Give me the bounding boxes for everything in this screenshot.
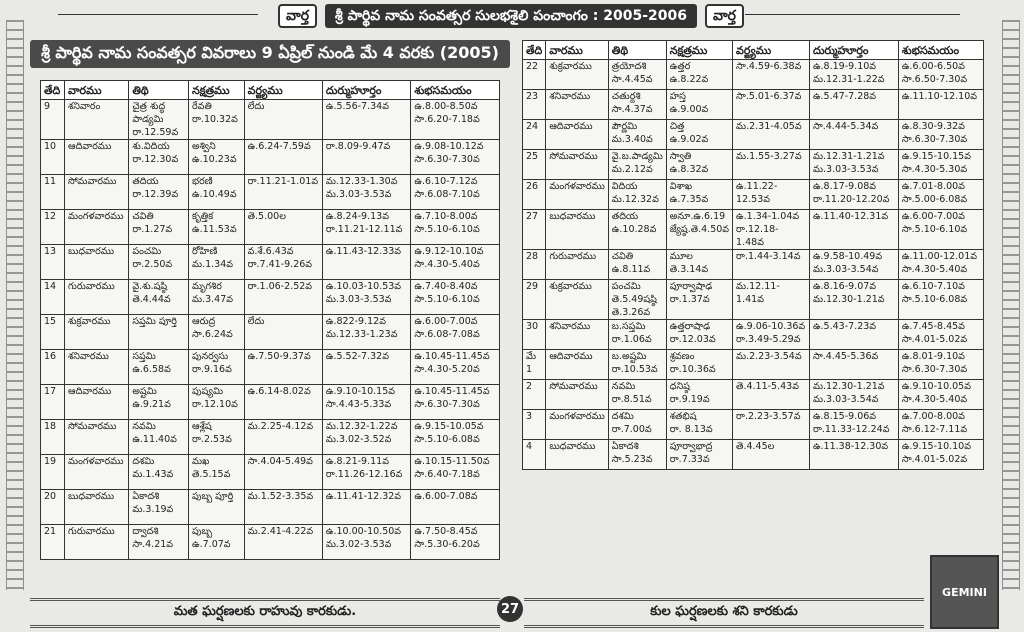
column-header: నక్షత్రము: [666, 41, 732, 60]
table-cell: పుబ్బ ఉ.7.07వ: [189, 525, 245, 560]
table-cell: సప్తమి పూర్తి: [129, 315, 189, 350]
table-cell: శతభిష రా. 8.13వ: [666, 410, 732, 440]
table-row: [41, 245, 500, 280]
table-cell: 22: [523, 60, 546, 90]
table-cell: ఉ.10.00-10.50వ మ.3.02-3.53వ: [322, 525, 411, 560]
table-cell: 3: [523, 410, 546, 440]
table-cell: ఉ.11.43-12.33వ: [322, 245, 411, 280]
table-cell: పుబ్బ పూర్తి: [189, 490, 245, 525]
table-cell: ఆదివారము: [65, 385, 129, 420]
gemini-advertisement: GEMINI: [930, 555, 999, 629]
table-cell: తదియ రా.12.39వ: [129, 175, 189, 210]
table-cell: మ.2.25-4.12వ: [244, 420, 322, 455]
table-cell: చతుర్దశి సా.4.37వ: [608, 90, 666, 120]
table-cell: ఆదివారము: [546, 350, 608, 380]
table-header-row: [523, 41, 984, 60]
table-cell: లేదు: [244, 315, 322, 350]
table-cell: రా.1.06-2.52వ: [244, 280, 322, 315]
table-cell: సా.4.04-5.49వ: [244, 455, 322, 490]
table-cell: ఉ.8.16-9.07వ మ.12.30-1.21వ: [809, 280, 898, 320]
table-cell: ఉ.8.30-9.32వ సా.6.30-7.30వ: [898, 120, 983, 150]
table-cell: 12: [41, 210, 65, 245]
table-cell: గురువారము: [65, 525, 129, 560]
table-cell: ఉ.8.21-9.11వ రా.11.26-12.16వ: [322, 455, 411, 490]
table-cell: ఉ.10.15-11.50వ సా.6.40-7.18వ: [411, 455, 500, 490]
table-cell: సా.4.44-5.34వ: [809, 120, 898, 150]
column-header: వారము: [546, 41, 608, 60]
table-cell: ఉ.6.10-7.10వ సా.5.10-6.08వ: [898, 280, 983, 320]
table-cell: ఆదివారము: [546, 120, 608, 150]
table-cell: ఉ.6.00-7.00వ సా.6.08-7.08వ: [411, 315, 500, 350]
footer-left-caption: మత ఘర్షణలకు రాహువు కారకుడు.: [30, 598, 500, 628]
table-cell: 28: [523, 250, 546, 280]
table-cell: 24: [523, 120, 546, 150]
table-cell: మ.1.55-3.27వ: [733, 150, 810, 180]
table-cell: ఉ.7.50-9.37వ: [244, 350, 322, 385]
table-cell: ఉ.9.06-10.36వ రా.3.49-5.29వ: [733, 320, 810, 350]
column-header: వారము: [65, 81, 129, 100]
table-cell: శుక్రవారము: [65, 315, 129, 350]
column-header: దుర్ముహూర్తం: [322, 81, 411, 100]
table-cell: లేదు: [244, 100, 322, 140]
right-panchang-table: [522, 40, 984, 470]
column-header: శుభసమయం: [411, 81, 500, 100]
table-cell: ఉ.6.24-7.59వ: [244, 140, 322, 175]
table-cell: ఉత్తరాషాఢ రా.12.03వ: [666, 320, 732, 350]
table-body: [41, 100, 500, 560]
table-cell: సప్తమి ఉ.6.58వ: [129, 350, 189, 385]
table-cell: మ.12.32-1.22వ మ.3.02-3.52వ: [322, 420, 411, 455]
table-row: [523, 410, 984, 440]
table-cell: మ.12.31-1.21వ మ.3.03-3.53వ: [809, 150, 898, 180]
table-cell: నవమి రా.8.51వ: [608, 380, 666, 410]
table-cell: ఉ.6.00-7.00వ సా.5.10-6.10వ: [898, 210, 983, 250]
table-row: [523, 180, 984, 210]
table-cell: ద్వాదశి సా.4.21వ: [129, 525, 189, 560]
table-cell: నవమి ఉ.11.40వ: [129, 420, 189, 455]
table-cell: 14: [41, 280, 65, 315]
table-cell: మంగళవారము: [546, 410, 608, 440]
table-row: [41, 490, 500, 525]
table-row: [523, 380, 984, 410]
table-cell: 17: [41, 385, 65, 420]
table-cell: రా.2.23-3.57వ: [733, 410, 810, 440]
table-cell: ఉ.5.56-7.34వ: [322, 100, 411, 140]
column-header: నక్షత్రము: [189, 81, 245, 100]
table-row: [41, 525, 500, 560]
table-cell: త్రయోదశి సా.4.45వ: [608, 60, 666, 90]
column-header: వర్జ్యము: [733, 41, 810, 60]
table-cell: శనివారము: [546, 90, 608, 120]
table-cell: 9: [41, 100, 65, 140]
table-cell: ఉ.10.45-11.45వ సా.4.30-5.20వ: [411, 350, 500, 385]
table-cell: పంచమి తె.5.49షష్ఠి తె.3.26వ: [608, 280, 666, 320]
table-cell: మృగశిర మ.3.47వ: [189, 280, 245, 315]
table-cell: మంగళవారము: [546, 180, 608, 210]
table-cell: వై.శు.షష్ఠి తె.4.44వ: [129, 280, 189, 315]
table-cell: ఉ.6.14-8.02వ: [244, 385, 322, 420]
table-cell: ఉ.7.01-8.00వ సా.5.00-6.08వ: [898, 180, 983, 210]
table-cell: ఉ.9.12-10.10వ సా.4.30-5.40వ: [411, 245, 500, 280]
table-cell: ఉ.8.01-9.10వ సా.6.30-7.30వ: [898, 350, 983, 380]
table-cell: అశ్విని ఉ.10.23వ: [189, 140, 245, 175]
table-cell: ఉ.8.24-9.13వ రా.11.21-12.11వ: [322, 210, 411, 245]
table-cell: శనివారం: [65, 100, 129, 140]
table-cell: ఉ.6.00-6.50వ సా.6.50-7.30వ: [898, 60, 983, 90]
table-cell: ఉత్తర ఉ.8.22వ: [666, 60, 732, 90]
table-row: [523, 210, 984, 250]
table-cell: బుధవారము: [65, 490, 129, 525]
newspaper-logo-left: వార్త: [278, 4, 317, 28]
table-cell: బ.సప్తమి రా.1.06వ: [608, 320, 666, 350]
table-cell: సోమవారము: [546, 380, 608, 410]
table-cell: 25: [523, 150, 546, 180]
table-cell: సా.4.59-6.38వ: [733, 60, 810, 90]
table-row: [41, 100, 500, 140]
table-cell: పుష్యమి రా.12.10వ: [189, 385, 245, 420]
table-cell: శు.విదియ రా.12.30వ: [129, 140, 189, 175]
table-cell: వై.బ.పాడ్యమి మ.2.12వ: [608, 150, 666, 180]
table-row: [523, 250, 984, 280]
right-decorative-border: [1002, 20, 1020, 590]
table-cell: 4: [523, 440, 546, 470]
left-decorative-border: [6, 20, 24, 590]
table-cell: పూర్వాషాఢ రా.1.37వ: [666, 280, 732, 320]
table-cell: ఉ.7.45-8.45వ సా.4.01-5.02వ: [898, 320, 983, 350]
column-header: వర్జ్యము: [244, 81, 322, 100]
table-cell: ఆదివారము: [65, 140, 129, 175]
table-cell: ఉ.8.15-9.06వ రా.11.33-12.24వ: [809, 410, 898, 440]
table-cell: చిత్త ఉ.9.02వ: [666, 120, 732, 150]
table-cell: అనూ.ఉ.6.19 జ్యేష్ఠ.తె.4.50వ: [666, 210, 732, 250]
column-header: తిథి: [608, 41, 666, 60]
column-header: దుర్ముహూర్తం: [809, 41, 898, 60]
table-cell: ఉ.11.38-12.30వ: [809, 440, 898, 470]
table-cell: హస్త ఉ.9.00వ: [666, 90, 732, 120]
table-cell: ఉ.6.00-7.08వ: [411, 490, 500, 525]
table-row: [523, 60, 984, 90]
table-cell: మంగళవారము: [65, 210, 129, 245]
table-cell: ఉ.5.43-7.23వ: [809, 320, 898, 350]
table-cell: 29: [523, 280, 546, 320]
table-cell: గురువారము: [546, 250, 608, 280]
table-body: [523, 60, 984, 470]
table-row: [41, 175, 500, 210]
table-cell: ఏకాదశి సా.5.23వ: [608, 440, 666, 470]
table-cell: ఉ.1.34-1.04వ రా.12.18-1.48వ: [733, 210, 810, 250]
table-cell: పునర్వసు రా.9.16వ: [189, 350, 245, 385]
table-cell: 30: [523, 320, 546, 350]
table-cell: రోహిణి మ.1.34వ: [189, 245, 245, 280]
table-cell: సోమవారము: [65, 175, 129, 210]
table-row: [41, 420, 500, 455]
table-cell: 10: [41, 140, 65, 175]
table-cell: పౌర్ణమి మ.3.40వ: [608, 120, 666, 150]
table-cell: 16: [41, 350, 65, 385]
table-cell: 13: [41, 245, 65, 280]
table-row: [41, 455, 500, 490]
table-header-row: [41, 81, 500, 100]
table-cell: 23: [523, 90, 546, 120]
table-cell: రా.8.09-9.47వ: [322, 140, 411, 175]
table-cell: ఉ.8.00-8.50వ సా.6.20-7.18వ: [411, 100, 500, 140]
table-cell: విశాఖ ఉ.7.35వ: [666, 180, 732, 210]
table-row: [523, 350, 984, 380]
page-header: [58, 3, 964, 29]
table-cell: ఉ.8.17-9.08వ రా.11.20-12.20వ: [809, 180, 898, 210]
table-row: [41, 350, 500, 385]
table-row: [41, 140, 500, 175]
table-cell: ఉ.9.15-10.05వ సా.5.10-6.08వ: [411, 420, 500, 455]
table-cell: తె.5.00ల: [244, 210, 322, 245]
table-cell: ఉ.11.10-12.10వ: [898, 90, 983, 120]
page-title: శ్రీ పార్థివ నామ సంవత్సర సులభశైలి పంచాంగం : 2005-2006: [325, 4, 697, 28]
table-cell: ఉ.9.10-10.05వ సా.4.30-5.40వ: [898, 380, 983, 410]
table-row: [523, 440, 984, 470]
table-cell: 20: [41, 490, 65, 525]
table-cell: ఉ.7.40-8.40వ సా.5.10-6.10వ: [411, 280, 500, 315]
table-cell: మ.12.33-1.30వ మ.3.03-3.53వ: [322, 175, 411, 210]
table-cell: దశమి రా.7.00వ: [608, 410, 666, 440]
table-cell: చైత్ర శుద్ధ పాడ్యమి రా.12.59వ: [129, 100, 189, 140]
table-cell: భరణి ఉ.10.49వ: [189, 175, 245, 210]
table-cell: రా.1.44-3.14వ: [733, 250, 810, 280]
table-row: [523, 150, 984, 180]
section-title: శ్రీ పార్థివ నామ సంవత్సర వివరాలు 9 ఏప్రిల్ నుండి మే 4 వరకు (2005): [30, 40, 510, 68]
table-cell: మ.2.23-3.54వ: [733, 350, 810, 380]
table-cell: మ.12.30-1.21వ మ.3.03-3.54వ: [809, 380, 898, 410]
table-row: [41, 385, 500, 420]
table-cell: శనివారము: [546, 320, 608, 350]
table-cell: ఉ.822-9.12వ మ.12.33-1.23వ: [322, 315, 411, 350]
table-cell: ఏకాదశి మ.3.19వ: [129, 490, 189, 525]
table-cell: బుధవారము: [546, 210, 608, 250]
table-cell: ఉ.11.00-12.01వ సా.4.30-5.40వ: [898, 250, 983, 280]
table-cell: 15: [41, 315, 65, 350]
table-cell: ఉ.7.10-8.00వ సా.5.10-6.10వ: [411, 210, 500, 245]
table-cell: 2: [523, 380, 546, 410]
table-cell: ఉ.9.10-10.15వ సా.4.43-5.33వ: [322, 385, 411, 420]
column-header: తేది: [523, 41, 546, 60]
table-cell: ఉ.7.50-8.45వ సా.5.30-6.20వ: [411, 525, 500, 560]
table-row: [41, 280, 500, 315]
table-cell: ఆరుద్ర సా.6.24వ: [189, 315, 245, 350]
table-cell: ఉ.10.45-11.45వ సా.6.30-7.30వ: [411, 385, 500, 420]
table-cell: ఉ.5.52-7.32వ: [322, 350, 411, 385]
left-panchang-table: [40, 80, 500, 560]
table-cell: మే 1: [523, 350, 546, 380]
column-header: శుభసమయం: [898, 41, 983, 60]
table-cell: 21: [41, 525, 65, 560]
table-cell: ధనిష్ఠ రా.9.19వ: [666, 380, 732, 410]
table-cell: చవితి ఉ.8.11వ: [608, 250, 666, 280]
table-cell: ఉ.9.15-10.10వ సా.4.01-5.02వ: [898, 440, 983, 470]
table-row: [41, 315, 500, 350]
table-cell: సోమవారము: [65, 420, 129, 455]
table-row: [41, 210, 500, 245]
table-cell: తె.4.11-5.43వ: [733, 380, 810, 410]
table-cell: తదియ ఉ.10.28వ: [608, 210, 666, 250]
table-row: [523, 120, 984, 150]
table-cell: బ.అష్టమి రా.10.53వ: [608, 350, 666, 380]
newspaper-logo-right: వార్త: [705, 4, 744, 28]
table-cell: శ్రవణం రా.10.36వ: [666, 350, 732, 380]
table-cell: బుధవారము: [65, 245, 129, 280]
table-cell: మంగళవారము: [65, 455, 129, 490]
table-cell: ఉ.6.10-7.12వ సా.6.08-7.10వ: [411, 175, 500, 210]
table-cell: చవితి రా.1.27వ: [129, 210, 189, 245]
table-cell: మ.2.41-4.22వ: [244, 525, 322, 560]
table-cell: 19: [41, 455, 65, 490]
table-cell: ఉ.11.41-12.32వ: [322, 490, 411, 525]
table-cell: గురువారము: [65, 280, 129, 315]
table-cell: ఆశ్లేష రా.2.53వ: [189, 420, 245, 455]
table-cell: మ.2.31-4.05వ: [733, 120, 810, 150]
table-cell: మఖ తె.5.15వ: [189, 455, 245, 490]
table-row: [523, 320, 984, 350]
table-cell: వ.శే.6.43వ రా.7.41-9.26వ: [244, 245, 322, 280]
table-cell: అష్టమి ఉ.9.21వ: [129, 385, 189, 420]
table-cell: మూల తె.3.14వ: [666, 250, 732, 280]
table-cell: ఉ.7.00-8.00వ సా.6.12-7.11వ: [898, 410, 983, 440]
table-cell: ఉ.10.03-10.53వ మ.3.03-3.53వ: [322, 280, 411, 315]
table-cell: 18: [41, 420, 65, 455]
table-row: [523, 280, 984, 320]
table-cell: మ.1.52-3.35వ: [244, 490, 322, 525]
table-cell: పూర్వాభాద్ర రా.7.33వ: [666, 440, 732, 470]
table-cell: మ.12.11-1.41వ: [733, 280, 810, 320]
table-cell: ఉ.9.58-10.49వ మ.3.03-3.54వ: [809, 250, 898, 280]
table-cell: శుక్రవారము: [546, 60, 608, 90]
table-cell: విదియ మ.12.32వ: [608, 180, 666, 210]
table-cell: 26: [523, 180, 546, 210]
table-cell: సోమవారము: [546, 150, 608, 180]
table-row: [523, 90, 984, 120]
table-cell: 11: [41, 175, 65, 210]
table-cell: ఉ.11.40-12.31వ: [809, 210, 898, 250]
page-number: 27: [497, 596, 523, 622]
table-cell: రా.11.21-1.01వ: [244, 175, 322, 210]
table-cell: పంచమి రా.2.50వ: [129, 245, 189, 280]
table-cell: సా.4.45-5.36వ: [809, 350, 898, 380]
table-cell: ఉ.11.22-12.53వ: [733, 180, 810, 210]
column-header: తిథి: [129, 81, 189, 100]
table-cell: దశమి మ.1.43వ: [129, 455, 189, 490]
table-cell: స్వాతి ఉ.8.32వ: [666, 150, 732, 180]
table-cell: 27: [523, 210, 546, 250]
column-header: తేది: [41, 81, 65, 100]
table-cell: బుధవారము: [546, 440, 608, 470]
table-cell: ఉ.5.47-7.28వ: [809, 90, 898, 120]
table-cell: శనివారము: [65, 350, 129, 385]
table-cell: ఉ.8.19-9.10వ మ.12.31-1.22వ: [809, 60, 898, 90]
footer-right-caption: కుల ఘర్షణలకు శని కారకుడు: [524, 598, 924, 628]
table-cell: కృత్తిక ఉ.11.53వ: [189, 210, 245, 245]
table-cell: ఉ.9.08-10.12వ సా.6.30-7.30వ: [411, 140, 500, 175]
table-cell: శుక్రవారము: [546, 280, 608, 320]
table-cell: తె.4.45ల: [733, 440, 810, 470]
table-cell: సా.5.01-6.37వ: [733, 90, 810, 120]
table-cell: ఉ.9.15-10.15వ సా.4.30-5.30వ: [898, 150, 983, 180]
table-cell: రేవతి రా.10.32వ: [189, 100, 245, 140]
